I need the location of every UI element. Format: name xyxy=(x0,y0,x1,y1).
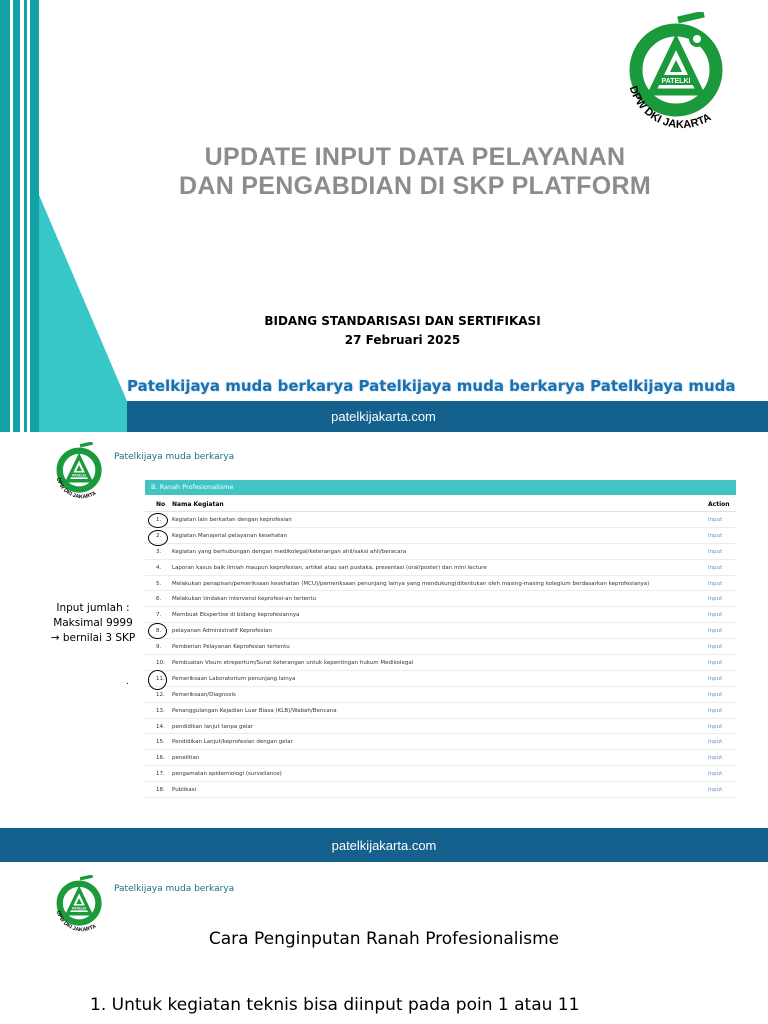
row-activity-name: pendidikan lanjut tanpa gelar xyxy=(172,723,254,730)
highlight-circle xyxy=(148,530,168,546)
logo-ring-text: DPW DKI JAKARTA xyxy=(54,477,98,501)
highlight-circle xyxy=(148,513,168,528)
table-row xyxy=(145,607,736,623)
row-activity-name: Pemeriksaan/Diagnosis xyxy=(172,691,236,698)
input-link[interactable]: Input xyxy=(708,691,723,698)
instruction-heading: Cara Penginputan Ranah Profesionalisme xyxy=(208,929,560,949)
logo-wordmark: PATELKI xyxy=(72,473,87,478)
row-number: 6. xyxy=(156,596,162,603)
activity-table-body xyxy=(145,512,736,798)
col-no: No xyxy=(156,501,166,508)
department-name: BIDANG STANDARISASI DAN SERTIFIKASI xyxy=(264,314,541,328)
input-link[interactable]: Input xyxy=(708,628,723,635)
table-row xyxy=(145,671,736,687)
table-header xyxy=(145,495,736,512)
row-activity-name: Publikasi xyxy=(172,787,197,794)
note-line: Maksimal 9999 xyxy=(53,617,133,629)
input-link[interactable]: Input xyxy=(708,723,723,730)
logo-ring-text: DPW DKI JAKARTA xyxy=(626,84,714,132)
input-link[interactable]: Input xyxy=(708,787,723,794)
row-number: 5. xyxy=(156,580,162,587)
col-name: Nama Kegiatan xyxy=(172,501,224,508)
table-row xyxy=(145,576,736,592)
instruction-slide xyxy=(0,828,768,1024)
note-line: Input jumlah : xyxy=(56,602,130,614)
row-activity-name: Penanggulangan Kejadian Luar Biasa (KLB)/Wabah/Bencana xyxy=(172,707,337,714)
input-link[interactable]: Input xyxy=(708,532,723,539)
footer-bar xyxy=(127,401,768,432)
row-number: 4. xyxy=(156,564,162,571)
table-row xyxy=(145,528,736,544)
row-activity-name: Laporan kasus baik ilmiah maupun keprofesian, artikel atau sari pustaka, presentasi (oral/poster) dan mini lecture xyxy=(172,564,487,571)
highlight-circle xyxy=(148,623,167,639)
row-activity-name: Pemberian Pelayanan Keprofesian tertentu xyxy=(172,644,290,651)
footer-website[interactable]: patelkijakarta.com xyxy=(331,838,437,853)
note-line: → bernilai 3 SKP xyxy=(50,632,136,644)
row-activity-name: Pendidikan Lanjut/keprofesian dengan gelar xyxy=(172,739,293,746)
logo-wordmark: PATELKI xyxy=(661,78,691,85)
title-line: UPDATE INPUT DATA PELAYANAN xyxy=(204,143,626,171)
logo-ring-text: DPW DKI JAKARTA xyxy=(54,910,98,934)
title-line: DAN PENGABDIAN DI SKP PLATFORM xyxy=(179,172,651,200)
presentation-date: 27 Februari 2025 xyxy=(344,333,461,347)
table-row xyxy=(145,687,736,703)
row-number: 14. xyxy=(156,723,165,730)
patelki-logo xyxy=(51,442,113,504)
row-number: 17. xyxy=(156,771,165,778)
row-number: 7. xyxy=(156,612,162,619)
row-activity-name: Pemeriksaan Laboratorium penunjang lainya xyxy=(172,675,296,682)
patelki-logo xyxy=(51,875,113,937)
row-number: 13. xyxy=(156,707,165,714)
row-number: 10. xyxy=(156,660,165,667)
table-row xyxy=(145,623,736,639)
input-link[interactable]: Input xyxy=(708,548,723,555)
table-row xyxy=(145,655,736,671)
row-number: 3. xyxy=(156,548,162,555)
input-link[interactable]: Input xyxy=(708,644,723,651)
row-number: 11. xyxy=(156,675,165,682)
table-row xyxy=(145,734,736,750)
table-row xyxy=(145,544,736,560)
input-link[interactable]: Input xyxy=(708,771,723,778)
patelki-logo xyxy=(618,12,746,140)
input-link[interactable]: Input xyxy=(708,660,723,667)
row-activity-name: pelayanan Administratif Keprofesian xyxy=(172,628,272,635)
row-activity-name: Melakukan tindakan intervensi keprofesi-an tertentu xyxy=(172,596,317,603)
input-link[interactable]: Input xyxy=(708,517,723,523)
row-activity-name: penelitian xyxy=(172,755,200,762)
row-number: 8. xyxy=(156,628,162,635)
row-activity-name: Kegiatan Manajerial pelayanan kesehatan xyxy=(172,532,288,539)
row-number: 18. xyxy=(156,787,165,794)
table-row xyxy=(145,703,736,719)
input-link[interactable]: Input xyxy=(708,596,723,603)
input-link[interactable]: Input xyxy=(708,564,723,571)
row-number: 15. xyxy=(156,739,165,746)
tagline: Patelkijaya muda berkarya xyxy=(114,884,235,894)
highlight-circle xyxy=(148,670,167,690)
input-link[interactable]: Input xyxy=(708,675,723,682)
motto-banner: Patelkijaya muda berkarya Patelkijaya muda berkarya Patelkijaya muda xyxy=(127,377,736,395)
input-link[interactable]: Input xyxy=(708,739,723,746)
row-activity-name: Kegiatan lain berkaitan dengan keprofesian xyxy=(172,517,292,523)
row-activity-name: Pembuatan Visum etrepertum/Surat keterangan untuk kepentingan hukum Medikolegal xyxy=(172,660,414,667)
row-activity-name: Kegiatan yang berhubungan dengan medikolegal/keterangan ahli/saksi ahli/beracara xyxy=(172,548,407,555)
row-number: 9. xyxy=(156,644,162,651)
stray-dot: . xyxy=(126,676,129,687)
table-row xyxy=(145,750,736,766)
table-row xyxy=(145,560,736,576)
row-number: 16. xyxy=(156,755,165,762)
footer-website[interactable]: patelkijakarta.com xyxy=(331,409,436,424)
tagline: Patelkijaya muda berkarya xyxy=(114,452,235,462)
input-link[interactable]: Input xyxy=(708,580,723,587)
footer-bar xyxy=(0,828,768,862)
row-number: 2. xyxy=(156,532,162,539)
table-row xyxy=(145,512,736,528)
row-number: 12. xyxy=(156,691,165,698)
input-link[interactable]: Input xyxy=(708,612,723,619)
instruction-step: 1. Untuk kegiatan teknis bisa diinput pada poin 1 atau 11 xyxy=(90,995,580,1015)
row-activity-name: Membuat Ekspertise di bidang keprofesiannya xyxy=(172,612,300,619)
logo-wordmark: PATELKI xyxy=(72,906,87,911)
slide-subtitle xyxy=(180,312,625,350)
panel-header: B. Ranah Profesionalisme xyxy=(145,480,736,495)
ranah-profesionalisme-panel xyxy=(145,480,736,802)
table-row xyxy=(145,766,736,782)
table-slide xyxy=(0,432,768,828)
table-row xyxy=(145,639,736,655)
col-action: Action xyxy=(708,501,730,508)
row-activity-name: Melakukan penapisan/pemeriksaan kesehatan (MCU)/pemeriksaan penunjang lainya yang mendukung(ditentukan oleh masing-masing kolegium berdasarkan keprofesianya) xyxy=(172,580,650,587)
title-slide xyxy=(0,0,768,432)
table-row xyxy=(145,591,736,607)
row-activity-name: pengamatan epidemiologi (surveilance) xyxy=(172,771,282,778)
input-link[interactable]: Input xyxy=(708,707,723,714)
row-number: 1. xyxy=(156,517,162,523)
input-link[interactable]: Input xyxy=(708,755,723,762)
table-row xyxy=(145,782,736,798)
slide-title xyxy=(130,143,700,201)
input-note xyxy=(40,601,146,646)
table-row xyxy=(145,719,736,735)
